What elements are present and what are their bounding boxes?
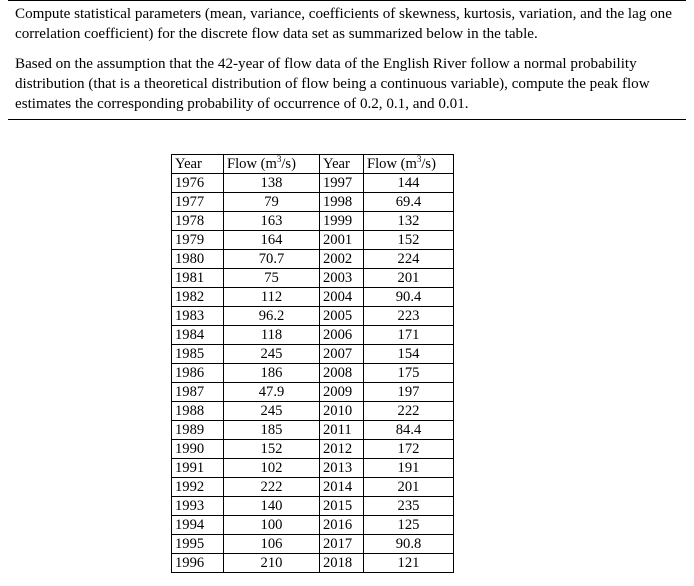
table-row	[172, 326, 454, 345]
year-right-cell: 2014	[320, 478, 364, 497]
year-left-cell: 1981	[172, 269, 224, 288]
year-right-cell: 2005	[320, 307, 364, 326]
flow-left-cell: 106	[224, 535, 320, 554]
table-row	[172, 402, 454, 421]
year-right-cell: 2001	[320, 231, 364, 250]
year-left-cell: 1987	[172, 383, 224, 402]
flow-right-cell: 222	[364, 402, 454, 421]
year-left-cell: 1982	[172, 288, 224, 307]
flow-right-cell: 197	[364, 383, 454, 402]
year-right-cell: 2002	[320, 250, 364, 269]
flow-left-cell: 138	[224, 174, 320, 193]
instruction-paragraph-2: Based on the assumption that the 42-year of flow data of the English River follow a normal probability distribution (that is a theoretical distribution of flow being a continuous variable), compute the peak flow estimates the corresponding probability of occurrence of 0.2, 0.1, and 0.01.	[15, 56, 650, 112]
table-header-row	[172, 155, 454, 174]
table-row	[172, 307, 454, 326]
year-left-cell: 1983	[172, 307, 224, 326]
flow-left-cell: 70.7	[224, 250, 320, 269]
flow-right-cell: 90.4	[364, 288, 454, 307]
flow-right-cell: 152	[364, 231, 454, 250]
table-row	[172, 383, 454, 402]
table-row	[172, 231, 454, 250]
flow-right-cell: 154	[364, 345, 454, 364]
year-right-cell: 2004	[320, 288, 364, 307]
year-left-cell: 1985	[172, 345, 224, 364]
flow-right-cell: 69.4	[364, 193, 454, 212]
year-left-cell: 1976	[172, 174, 224, 193]
header-flow-left: Flow $(m^3/s)$	[224, 155, 320, 174]
flow-right-cell: 223	[364, 307, 454, 326]
year-left-cell: 1990	[172, 440, 224, 459]
flow-data-table	[171, 154, 454, 573]
flow-right-cell: 235	[364, 497, 454, 516]
flow-left-cell: 185	[224, 421, 320, 440]
flow-right-cell: 224	[364, 250, 454, 269]
table-row	[172, 174, 454, 193]
year-right-cell: 2012	[320, 440, 364, 459]
table-row	[172, 212, 454, 231]
flow-left-cell: 112	[224, 288, 320, 307]
year-right-cell: 2003	[320, 269, 364, 288]
year-right-cell: 1999	[320, 212, 364, 231]
flow-right-cell: 121	[364, 554, 454, 573]
table-row	[172, 440, 454, 459]
flow-right-cell: 125	[364, 516, 454, 535]
flow-right-cell: 171	[364, 326, 454, 345]
flow-left-cell: 186	[224, 364, 320, 383]
year-right-cell: 2016	[320, 516, 364, 535]
table-row	[172, 421, 454, 440]
table-row	[172, 250, 454, 269]
year-right-cell: 2017	[320, 535, 364, 554]
flow-right-cell: 191	[364, 459, 454, 478]
header-year-left: Year	[172, 155, 224, 174]
year-right-cell: 1997	[320, 174, 364, 193]
flow-left-cell: 245	[224, 345, 320, 364]
flow-left-cell: 47.9	[224, 383, 320, 402]
flow-right-cell: 90.8	[364, 535, 454, 554]
flow-right-cell: 201	[364, 478, 454, 497]
flow-left-cell: 79	[224, 193, 320, 212]
year-left-cell: 1996	[172, 554, 224, 573]
flow-left-cell: 96.2	[224, 307, 320, 326]
flow-right-cell: 201	[364, 269, 454, 288]
year-right-cell: 1998	[320, 193, 364, 212]
year-left-cell: 1993	[172, 497, 224, 516]
table-row	[172, 478, 454, 497]
year-left-cell: 1980	[172, 250, 224, 269]
table-body	[172, 174, 454, 573]
year-right-cell: 2006	[320, 326, 364, 345]
year-right-cell: 2009	[320, 383, 364, 402]
flow-left-cell: 118	[224, 326, 320, 345]
year-left-cell: 1979	[172, 231, 224, 250]
table-row	[172, 459, 454, 478]
year-right-cell: 2018	[320, 554, 364, 573]
year-left-cell: 1988	[172, 402, 224, 421]
year-left-cell: 1991	[172, 459, 224, 478]
flow-left-cell: 164	[224, 231, 320, 250]
table-row	[172, 269, 454, 288]
flow-left-cell: 140	[224, 497, 320, 516]
year-left-cell: 1986	[172, 364, 224, 383]
flow-left-cell: 100	[224, 516, 320, 535]
flow-left-cell: 222	[224, 478, 320, 497]
flow-left-cell: 75	[224, 269, 320, 288]
year-left-cell: 1994	[172, 516, 224, 535]
year-right-cell: 2011	[320, 421, 364, 440]
flow-right-cell: 132	[364, 212, 454, 231]
year-right-cell: 2010	[320, 402, 364, 421]
year-right-cell: 2013	[320, 459, 364, 478]
year-left-cell: 1992	[172, 478, 224, 497]
year-left-cell: 1995	[172, 535, 224, 554]
flow-right-cell: 172	[364, 440, 454, 459]
table-row	[172, 497, 454, 516]
flow-left-cell: 102	[224, 459, 320, 478]
instruction-paragraph-1: Compute statistical parameters (mean, variance, coefficients of skewness, kurtosis, variation, and the lag one correlation coefficient) for the discrete flow data set as summarized below in the table.	[15, 6, 672, 42]
year-right-cell: 2007	[320, 345, 364, 364]
year-right-cell: 2008	[320, 364, 364, 383]
table-row	[172, 554, 454, 573]
year-right-cell: 2015	[320, 497, 364, 516]
top-border-line	[8, 0, 686, 1]
table-row	[172, 193, 454, 212]
flow-right-cell: 144	[364, 174, 454, 193]
table-row	[172, 288, 454, 307]
table-row	[172, 345, 454, 364]
year-left-cell: 1978	[172, 212, 224, 231]
flow-left-cell: 210	[224, 554, 320, 573]
year-left-cell: 1977	[172, 193, 224, 212]
bottom-border-line	[8, 119, 686, 120]
flow-right-cell: 84.4	[364, 421, 454, 440]
header-year-right: Year	[320, 155, 364, 174]
flow-right-cell: 175	[364, 364, 454, 383]
year-left-cell: 1989	[172, 421, 224, 440]
table-row	[172, 535, 454, 554]
flow-left-cell: 245	[224, 402, 320, 421]
flow-left-cell: 152	[224, 440, 320, 459]
year-left-cell: 1984	[172, 326, 224, 345]
flow-left-cell: 163	[224, 212, 320, 231]
table-row	[172, 516, 454, 535]
header-flow-right: Flow $(m^3/s)$	[364, 155, 454, 174]
table-row	[172, 364, 454, 383]
